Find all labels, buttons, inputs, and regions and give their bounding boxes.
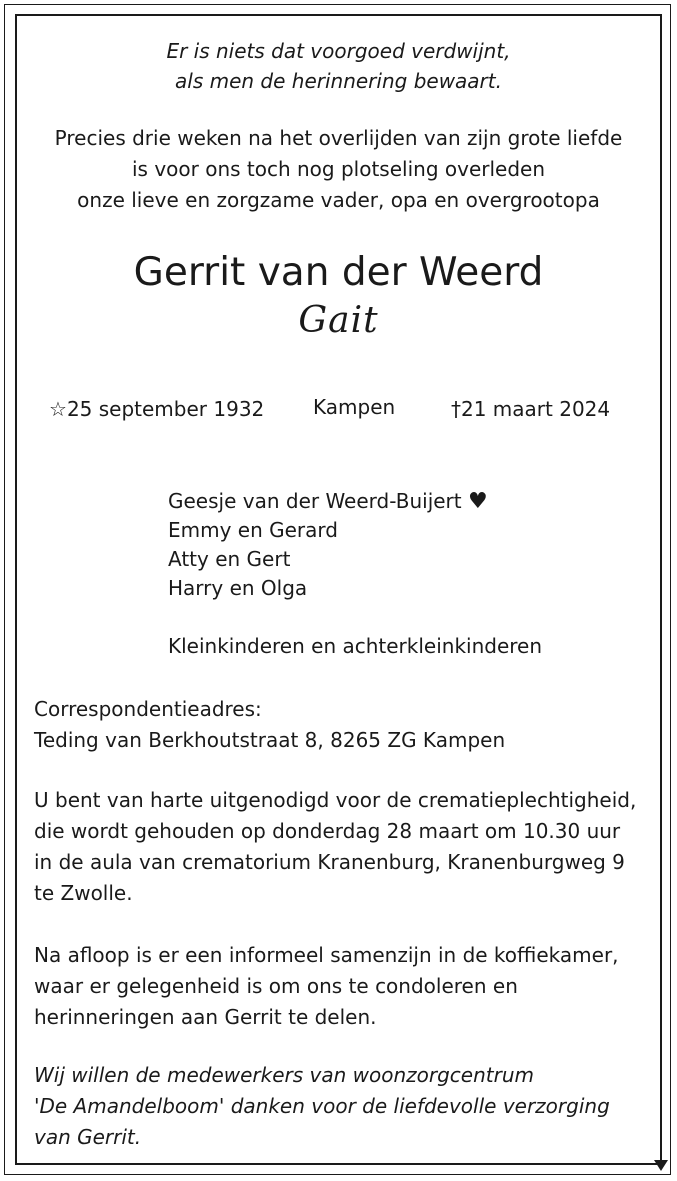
- intro-text: [0, 123, 677, 216]
- thanks-line: van Gerrit.: [34, 1125, 142, 1149]
- intro-line: is voor ons toch nog plotseling overleden: [131, 157, 546, 181]
- afterwards-line: herinneringen aan Gerrit te delen.: [34, 1005, 377, 1029]
- ceremony-line: U bent van harte uitgenodigd voor de crematieplechtigheid,: [34, 788, 637, 812]
- grandchildren: Kleinkinderen en achterkleinkinderen: [168, 634, 543, 658]
- intro-line: onze lieve en zorgzame vader, opa en overgrootopa: [77, 188, 600, 212]
- thanks-line: Wij willen de medewerkers van woonzorgcentrum: [34, 1063, 535, 1087]
- afterwards-info: [34, 940, 619, 1033]
- motto-line: Er is niets dat voorgoed verdwijnt,: [166, 39, 511, 63]
- ceremony-line: te Zwolle.: [34, 881, 133, 905]
- birth-date: 25 september 1932: [66, 397, 265, 421]
- ceremony-line: in de aula van crematorium Kranenburg, Kranenburgweg 9: [34, 850, 625, 874]
- birth-info: [49, 394, 264, 424]
- thanks-note: [34, 1060, 610, 1153]
- place: Kampen: [313, 395, 396, 419]
- ceremony-info: [34, 785, 636, 909]
- motto: [0, 36, 677, 96]
- heart-icon: ♥: [467, 489, 488, 514]
- ceremony-line: die wordt gehouden op donderdag 28 maart om 10.30 uur: [34, 819, 621, 843]
- death-date: 21 maart 2024: [461, 397, 611, 421]
- cross-icon: †: [451, 397, 461, 421]
- correspondence: [34, 694, 505, 756]
- family-member: Emmy en Gerard: [168, 518, 338, 542]
- death-info: [451, 394, 610, 424]
- star-icon: ☆: [49, 397, 67, 421]
- thanks-line: 'De Amandelboom' danken voor de liefdevolle verzorging: [34, 1094, 610, 1118]
- deceased-name: Gerrit van der Weerd: [133, 250, 544, 295]
- family-list: [168, 487, 542, 661]
- correspondence-label: Correspondentieadres:: [34, 697, 262, 721]
- family-member: Atty en Gert: [168, 547, 291, 571]
- afterwards-line: Na afloop is er een informeel samenzijn in de koffiekamer,: [34, 943, 619, 967]
- deceased-nickname: Gait: [298, 300, 379, 341]
- correspondence-address: Teding van Berkhoutstraat 8, 8265 ZG Kampen: [34, 728, 506, 752]
- afterwards-line: waar er gelegenheid is om ons te condoleren en: [34, 974, 518, 998]
- intro-line: Precies drie weken na het overlijden van zijn grote liefde: [54, 126, 623, 150]
- family-member: Geesje van der Weerd-Buijert ♥: [168, 489, 488, 514]
- family-member: Harry en Olga: [168, 576, 308, 600]
- scroll-down-arrow-icon[interactable]: [654, 1160, 668, 1171]
- motto-line: als men de herinnering bewaart.: [175, 69, 502, 93]
